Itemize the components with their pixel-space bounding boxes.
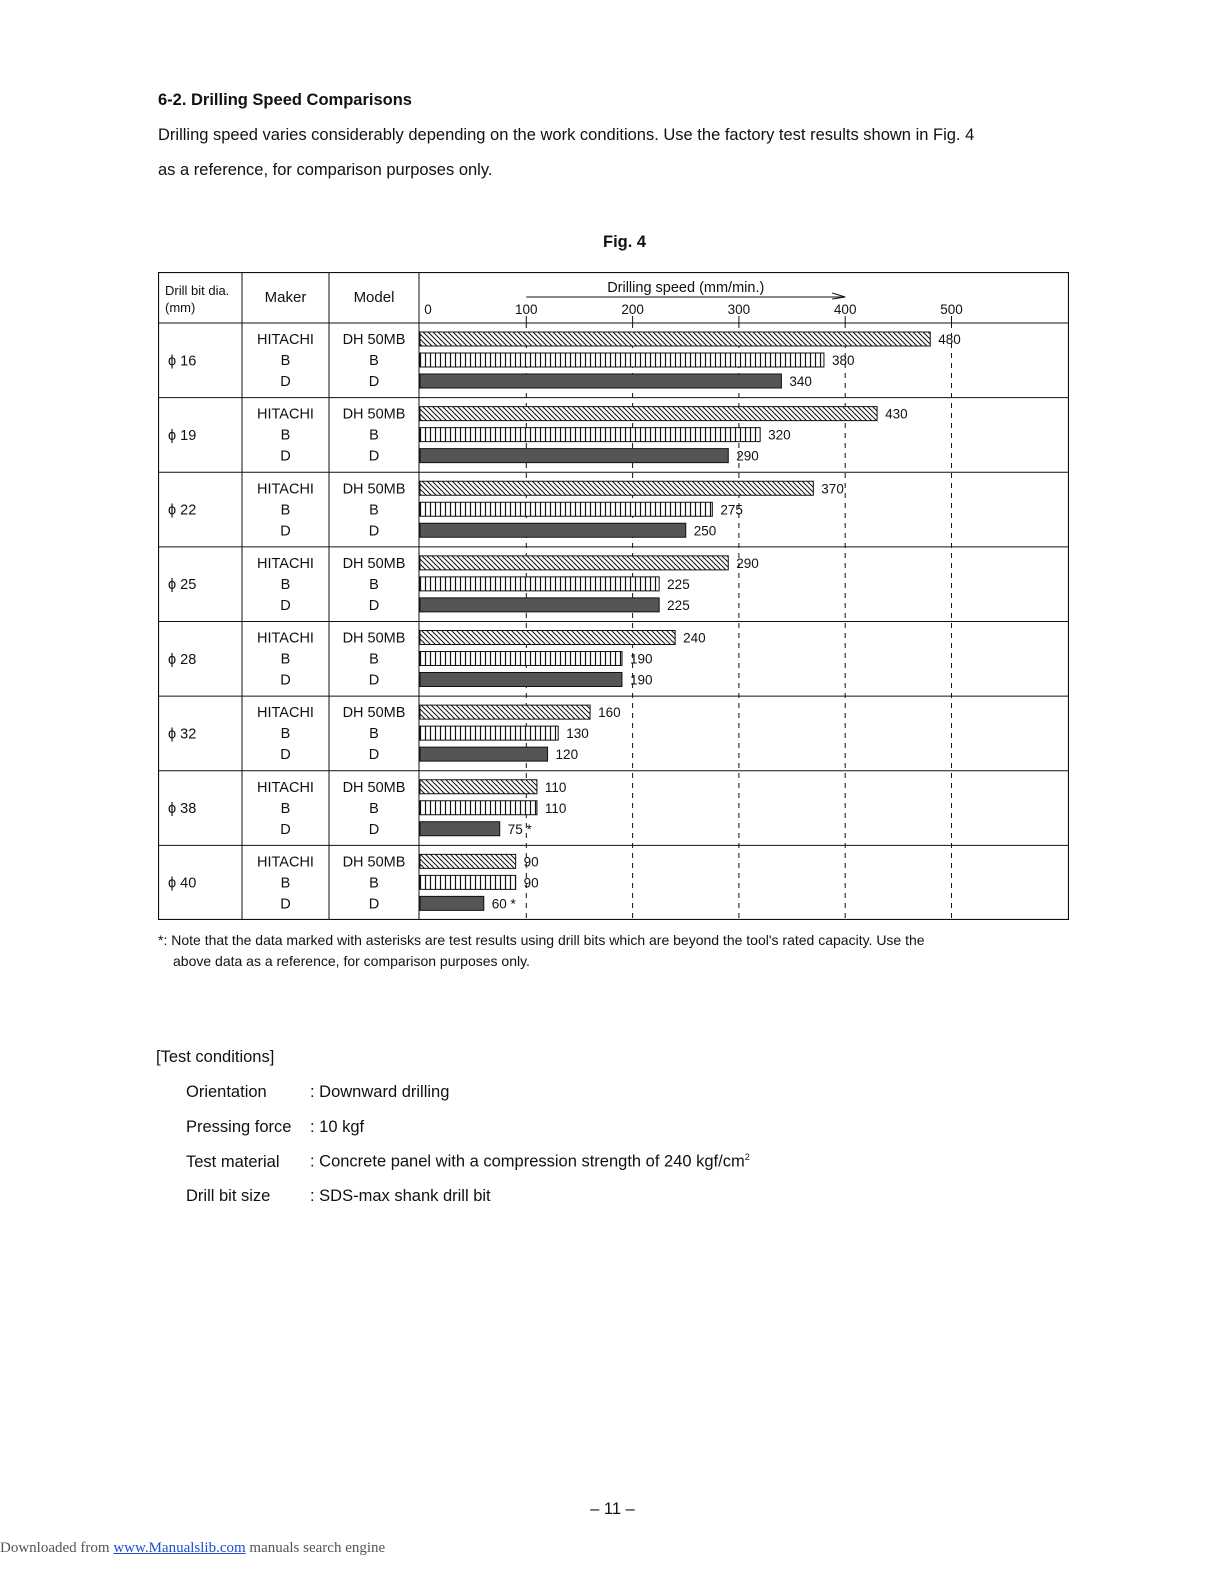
row-maker: D (280, 672, 291, 689)
intro-line-1: Drilling speed varies considerably depending on the work conditions. Use the factory test results shown in Fig. 4 (158, 126, 975, 144)
condition-value: : Downward drilling (310, 1083, 450, 1101)
bar-value-label: 110 (544, 779, 567, 795)
row-model: D (368, 821, 380, 838)
row-model: B (369, 726, 379, 743)
note-line-1: *: Note that the data marked with asterisks are test results using drill bits which are beyond the tool's rated capacity. Use the (158, 932, 925, 948)
row-maker: B (280, 353, 291, 369)
bar-value-label: 320 (768, 427, 791, 443)
figure-caption: Fig. 4 (603, 233, 647, 251)
bar (420, 875, 516, 889)
row-model: B (369, 576, 379, 593)
row-diameter: ϕ 19 (168, 427, 197, 444)
bar-value-label: 480 (938, 332, 961, 347)
bar (420, 374, 781, 388)
row-model: B (369, 502, 379, 519)
row-model: D (368, 448, 380, 465)
row-maker: B (280, 502, 291, 519)
bar-value-label: 225 (667, 597, 690, 613)
row-maker: HITACHI (257, 555, 314, 572)
row-maker: D (280, 821, 291, 838)
row-maker: D (280, 896, 291, 913)
row-model: DH 50MB (342, 705, 406, 722)
row-maker: B (280, 875, 291, 892)
row-maker: HITACHI (257, 630, 314, 647)
row-diameter: ϕ 25 (168, 577, 197, 594)
row-diameter: ϕ 28 (168, 651, 197, 668)
row-maker: HITACHI (257, 406, 314, 423)
bar (420, 598, 659, 612)
bar (420, 502, 712, 516)
bar (420, 705, 590, 719)
row-model: DH 50MB (342, 854, 406, 871)
bar-value-label: 240 (683, 630, 706, 646)
condition-key: Orientation (186, 1083, 267, 1101)
row-maker: HITACHI (257, 854, 314, 871)
row-maker: B (280, 576, 291, 593)
row-model: DH 50MB (342, 481, 406, 498)
bar-value-label: 75 * (507, 821, 532, 837)
bar (420, 673, 622, 687)
bar-value-label: 130 (566, 726, 589, 742)
drilling-speed-chart (158, 272, 1069, 920)
bar (420, 631, 675, 645)
row-maker: HITACHI (257, 779, 314, 796)
condition-key: Pressing force (186, 1118, 292, 1136)
bar-value-label: 340 (789, 374, 812, 389)
header-model: Model (353, 289, 395, 306)
row-model: B (369, 651, 379, 668)
page-number: – 11 – (590, 1500, 635, 1518)
bar-value-label: 290 (736, 448, 759, 464)
row-model: DH 50MB (342, 332, 406, 348)
intro-line-2: as a reference, for comparison purposes only. (158, 161, 493, 179)
header-maker: Maker (264, 289, 307, 306)
bar (420, 726, 558, 740)
bar-value-label: 430 (885, 406, 908, 422)
bar-value-label: 250 (693, 523, 717, 539)
tick-label: 200 (621, 302, 644, 317)
bar (420, 652, 622, 666)
row-model: B (369, 875, 379, 892)
test-conditions-heading: [Test conditions] (156, 1048, 275, 1066)
row-model: D (368, 747, 380, 764)
section-heading: 6-2. Drilling Speed Comparisons (158, 91, 412, 109)
bar-value-label: 225 (667, 576, 690, 592)
footer (0, 1540, 385, 1557)
bar (420, 801, 537, 815)
bar-value-label: 275 (720, 502, 743, 518)
table-border (159, 273, 1069, 920)
row-maker: HITACHI (257, 332, 314, 348)
row-model: DH 50MB (342, 555, 406, 572)
condition-value: : SDS-max shank drill bit (310, 1187, 491, 1205)
tick-label: 100 (515, 302, 538, 317)
superscript: 2 (744, 1152, 750, 1162)
footer-prefix: Downloaded from (0, 1540, 114, 1556)
note-line-2: above data as a reference, for comparison purposes only. (173, 953, 530, 969)
condition-pressing-force (186, 1118, 364, 1137)
bar (420, 481, 813, 495)
bar (420, 896, 484, 910)
tick-label: 400 (833, 302, 857, 317)
bar (420, 353, 824, 367)
footer-link[interactable]: www.Manualslib.com (113, 1540, 246, 1556)
footer-suffix: manuals search engine (245, 1540, 386, 1556)
bar (420, 428, 760, 442)
row-model: D (368, 523, 380, 540)
row-model: B (369, 427, 379, 444)
bar (420, 407, 877, 421)
row-maker: HITACHI (257, 705, 314, 722)
row-maker: D (280, 747, 291, 764)
bar (420, 556, 728, 570)
condition-key: Drill bit size (186, 1187, 271, 1205)
header-drill-dia: Drill bit dia. (165, 283, 230, 298)
row-diameter: ϕ 38 (168, 801, 197, 818)
bar (420, 747, 548, 761)
bar (420, 854, 516, 868)
row-maker: B (280, 651, 291, 668)
bar-value-label: 160 (598, 705, 621, 721)
bar (420, 577, 659, 591)
row-model: D (368, 597, 380, 614)
row-diameter: ϕ 40 (168, 875, 197, 892)
bar-value-label: 120 (555, 747, 579, 763)
bar (420, 523, 686, 537)
condition-drill-bit-size (186, 1187, 491, 1206)
row-diameter: ϕ 22 (168, 502, 197, 519)
bar-value-label: 370 (821, 481, 844, 497)
row-maker: B (280, 800, 291, 817)
bar-value-label: 290 (736, 555, 759, 571)
condition-value: : 10 kgf (310, 1118, 365, 1136)
row-diameter: ϕ 16 (168, 353, 197, 370)
bar (420, 780, 537, 794)
row-diameter: ϕ 32 (168, 726, 197, 743)
bar (420, 822, 500, 836)
row-model: B (369, 800, 379, 817)
row-model: DH 50MB (342, 406, 406, 423)
axis-arrow-head (832, 293, 845, 299)
bar-value-label: 190 (629, 672, 653, 688)
row-maker: HITACHI (257, 481, 314, 498)
row-maker: D (280, 597, 291, 614)
row-maker: D (280, 523, 291, 540)
row-model: DH 50MB (342, 779, 406, 796)
tick-label: 500 (940, 302, 963, 317)
tick-label: 300 (727, 302, 751, 317)
bar-value-label: 190 (629, 651, 653, 667)
row-model: D (368, 672, 380, 689)
axis-title: Drilling speed (mm/min.) (607, 280, 765, 296)
condition-test-material (186, 1152, 750, 1172)
bar-value-label: 380 (831, 353, 855, 368)
bar-value-label: 110 (544, 800, 567, 816)
row-model: D (368, 896, 380, 913)
tick-label: 0 (424, 302, 432, 317)
bar-value-label: 60 * (491, 896, 516, 912)
row-maker: D (280, 374, 291, 390)
bar (420, 332, 930, 346)
bar (420, 449, 728, 463)
condition-value: : Concrete panel with a compression strength of 240 kgf/cm (310, 1152, 745, 1171)
row-model: D (368, 374, 380, 390)
row-model: DH 50MB (342, 630, 406, 647)
bar-value-label: 90 (523, 875, 539, 891)
row-model: B (369, 353, 379, 369)
header-drill-dia-unit: (mm) (165, 300, 196, 315)
bar-value-label: 90 (523, 854, 539, 870)
row-maker: B (280, 427, 291, 444)
row-maker: B (280, 726, 291, 743)
row-maker: D (280, 448, 291, 465)
condition-key: Test material (186, 1152, 280, 1171)
condition-orientation (186, 1083, 449, 1102)
